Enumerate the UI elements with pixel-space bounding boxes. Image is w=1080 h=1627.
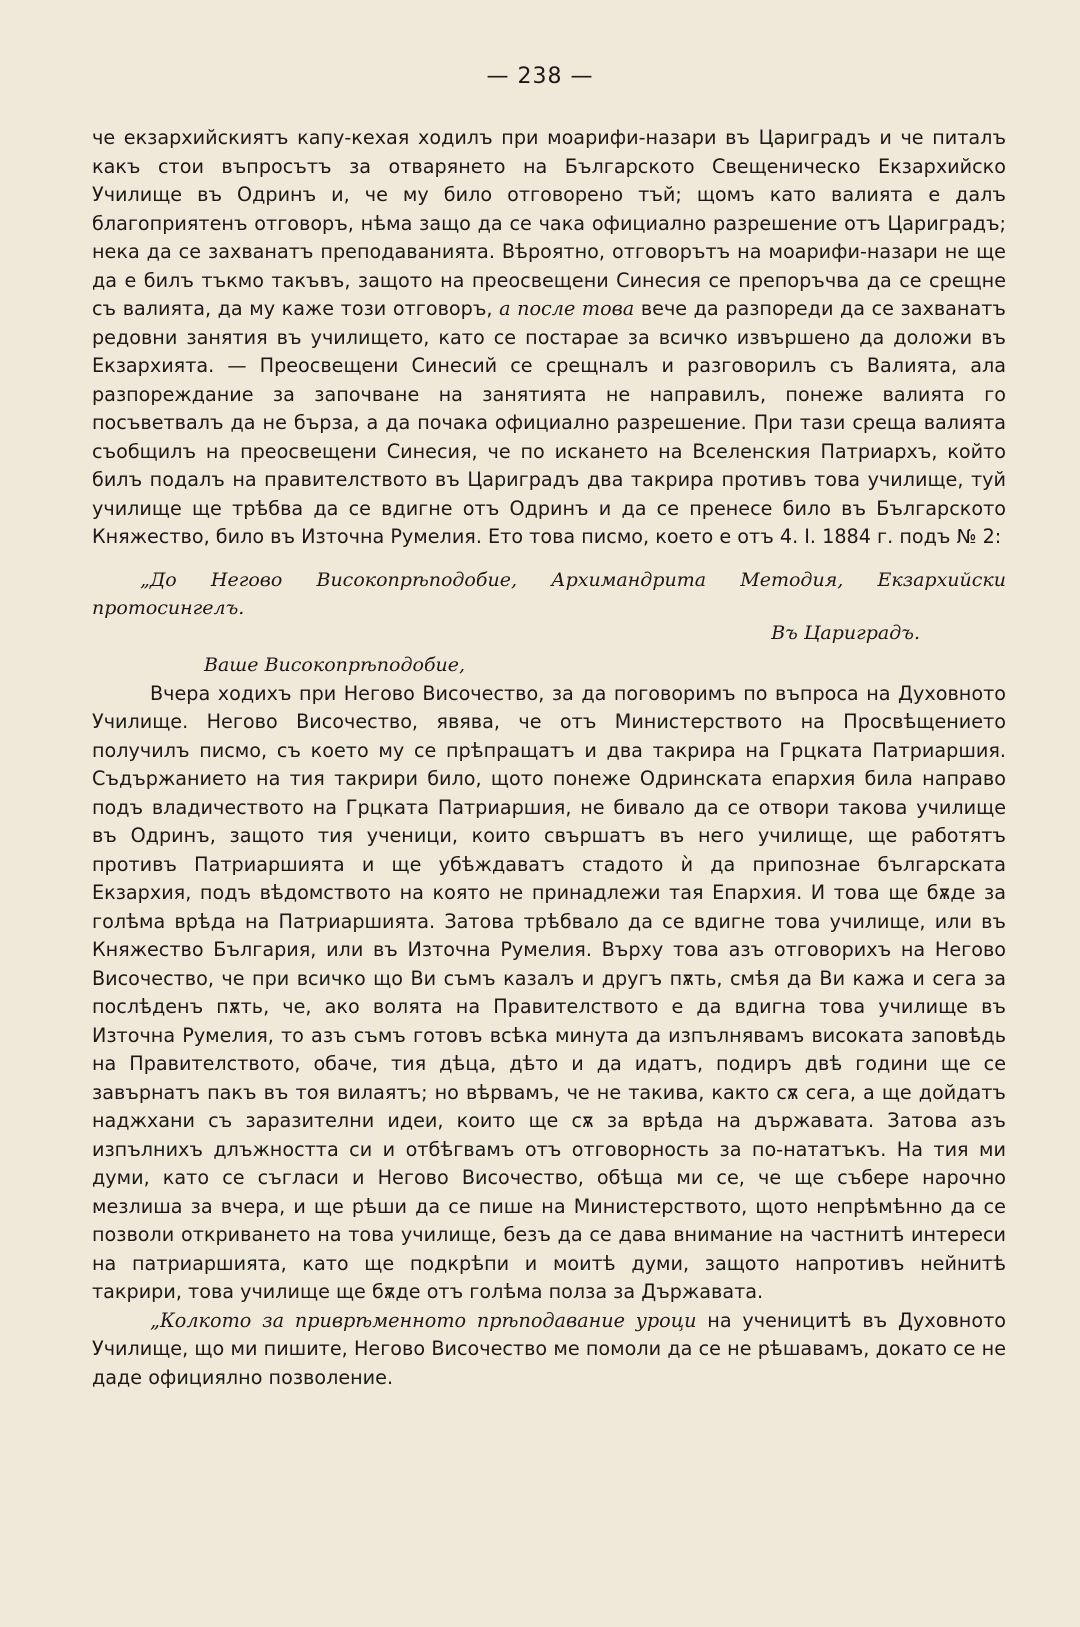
body-text — [92, 124, 1006, 1392]
letter-closing-paragraph — [92, 1307, 1006, 1393]
page-number: — 238 — — [486, 64, 594, 89]
paragraph-intro-italic: а после това — [499, 297, 635, 320]
closing-text: на ученицитѣ въ Духовното Училище, що ми пишите, Негово Височество ме помоли да се не рѣшавамъ, докато се не даде официялно позволение. — [92, 1308, 1006, 1389]
letter-body-paragraph: Вчера ходихъ при Негово Височество, за да поговоримъ по въпроса на Духовното Училище. Негово Височество, явява, че отъ Министерството на Просвѣщението получилъ писмо, съ което му се прѣпращатъ и два такрира на Грцката Патриаршия. Съдържанието на тия такрири било, щото понеже Одринската епархия била направо подъ владичеството на Грцката Патриаршия, не бивало да се отвори такова училище въ Одринъ, защото тия ученици, които свършатъ въ него училище, ще работятъ противъ Патриаршията и ще убѣждаватъ стадото ѝ да припознае българската Екзархия, подъ вѣдомството на която не принадлежи тая Епархия. И това ще бѫде за голѣма врѣда на Патриаршията. Затова трѣбвало да се вдигне това училище, или въ Княжество България, или въ Източна Румелия. Върху това азъ отговорихъ на Негово Височество, че при всичко що Ви съмъ казалъ и другъ пѫть, смѣя да Ви кажа и сега за послѣденъ пѫть, че, ако волята на Правителството е да вдигна това училище въ Източна Румелия, то азъ съмъ готовъ всѣка минута да изпълнявамъ високата заповѣдь на Правителството, обаче, тия дѣца, дѣто и да идатъ, подиръ двѣ години ще се завърнатъ пакъ въ тоя вилаятъ; но вѣрвамъ, че не такива, както сѫ сега, а ще дойдатъ наджхани съ заразителни идеи, които ще сѫ за врѣда на държавата. Затова азъ изпълнихъ длъжността си и отбѣгвамъ отъ отговорность за по-нататъкъ. На тия ми думи, като се съгласи и Негово Височество, обѣща ми се, че ще събере нарочно мезлиша за вчера, и ще рѣши да се пише на Министерството, щото непрѣмѣнно да се позволи откриването на това училище, безъ да се дава внимание на частнитѣ интереси на патриаршията, като ще подкрѣпи и моитѣ думи, защото напротивъ нейнитѣ такрири, това училище ще бѫде отъ голѣма полза за Държавата. — [92, 681, 1006, 1303]
letter-salutation: Ваше Високопрѣподобие, — [204, 654, 466, 676]
letter-place: Въ Цариградъ. — [771, 621, 920, 644]
paragraph-intro-text: че екзархийскиятъ капу-кехая ходилъ при моарифи-назари въ Цариградъ и че питалъ какъ стои въпросътъ за отварянето на Българското Свещеническо Екзархийско Училище въ Одринъ и, че му било отговорено тъй; щомъ като валията е далъ благоприятенъ отговоръ, нѣма защо да се чака официално разрешение отъ Цариградъ; нека да се захванатъ преподаванията. Вѣроятно, отговорътъ на моарифи-назари не ще да е билъ тъкмо такъвъ, защото на преосвещени Синесия се препоръчва да се срещне съ валията, да му каже този отговоръ, — [92, 126, 1006, 320]
paragraph-intro — [92, 124, 1006, 552]
paragraph-intro-continued: вече да разпореди да се захванатъ редовни занятия въ училището, като се постарае за всичко извършено да доложи въ Екзархията. — Преосвещени Синесий се срещналъ и разговорилъ съ Валията, ала разпореждание за започване на занятията не направилъ, понеже валията го посъветвалъ да не бърза, а да почака официално разрешение. При тази среща валията съобщилъ на преосвещени Синесия, че по искането на Вселенския Патриархъ, който билъ подалъ на правителството въ Цариградъ два такрира противъ това училище, туй училище ще трѣбва да се вдигне отъ Одринъ и да се пренесе било въ Българското Княжество, било въ Източна Румелия. Ето това писмо, което е отъ 4. I. 1884 г. подъ № 2: — [92, 297, 1006, 548]
letter-addressee: „До Негово Високопрѣподобие, Архимандрита Методия, Екзархийски протосингелъ. — [92, 568, 1006, 619]
closing-italic-phrase: „Колкото за приврѣменното прѣподавание уроци — [150, 1308, 697, 1332]
